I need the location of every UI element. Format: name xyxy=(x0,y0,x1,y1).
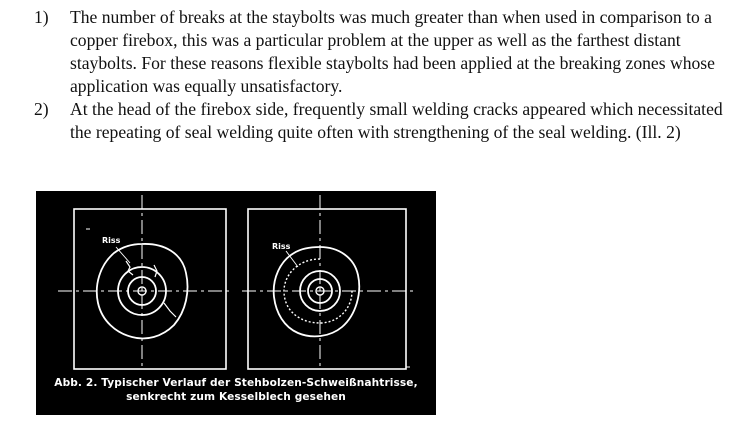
list-item-text: The number of breaks at the staybolts was much greater than when used in comparison to a copper firebox, this was a particular problem at the upper as well as the farthest distant staybolts. For these reasons flexible staybolts had been applied at the breaking zones whose application was equally unsatisfactory. xyxy=(70,7,715,96)
numbered-list xyxy=(34,6,734,144)
list-item xyxy=(34,6,734,98)
left-crack-3 xyxy=(164,303,176,317)
figure-caption-line-2: senkrecht zum Kesselblech gesehen xyxy=(126,391,346,403)
right-plate-outline xyxy=(248,209,406,369)
left-riss-label: Riss xyxy=(102,236,121,245)
figure-caption xyxy=(36,376,436,404)
list-item-number: 2) xyxy=(34,99,49,119)
list-item-text: At the head of the firebox side, frequently small welding cracks appeared which necessitated the repeating of seal welding quite often with strengthening of the seal welding. (Ill. 2) xyxy=(70,99,723,142)
figure-caption-line-1: Abb. 2. Typischer Verlauf der Stehbolzen-Schweißnahtrisse, xyxy=(54,377,418,389)
list-item xyxy=(34,98,734,144)
list-item-number: 1) xyxy=(34,7,49,27)
right-riss-label: Riss xyxy=(272,242,291,251)
left-riss-pointer xyxy=(116,247,130,263)
figure-illustration-2 xyxy=(36,191,436,415)
